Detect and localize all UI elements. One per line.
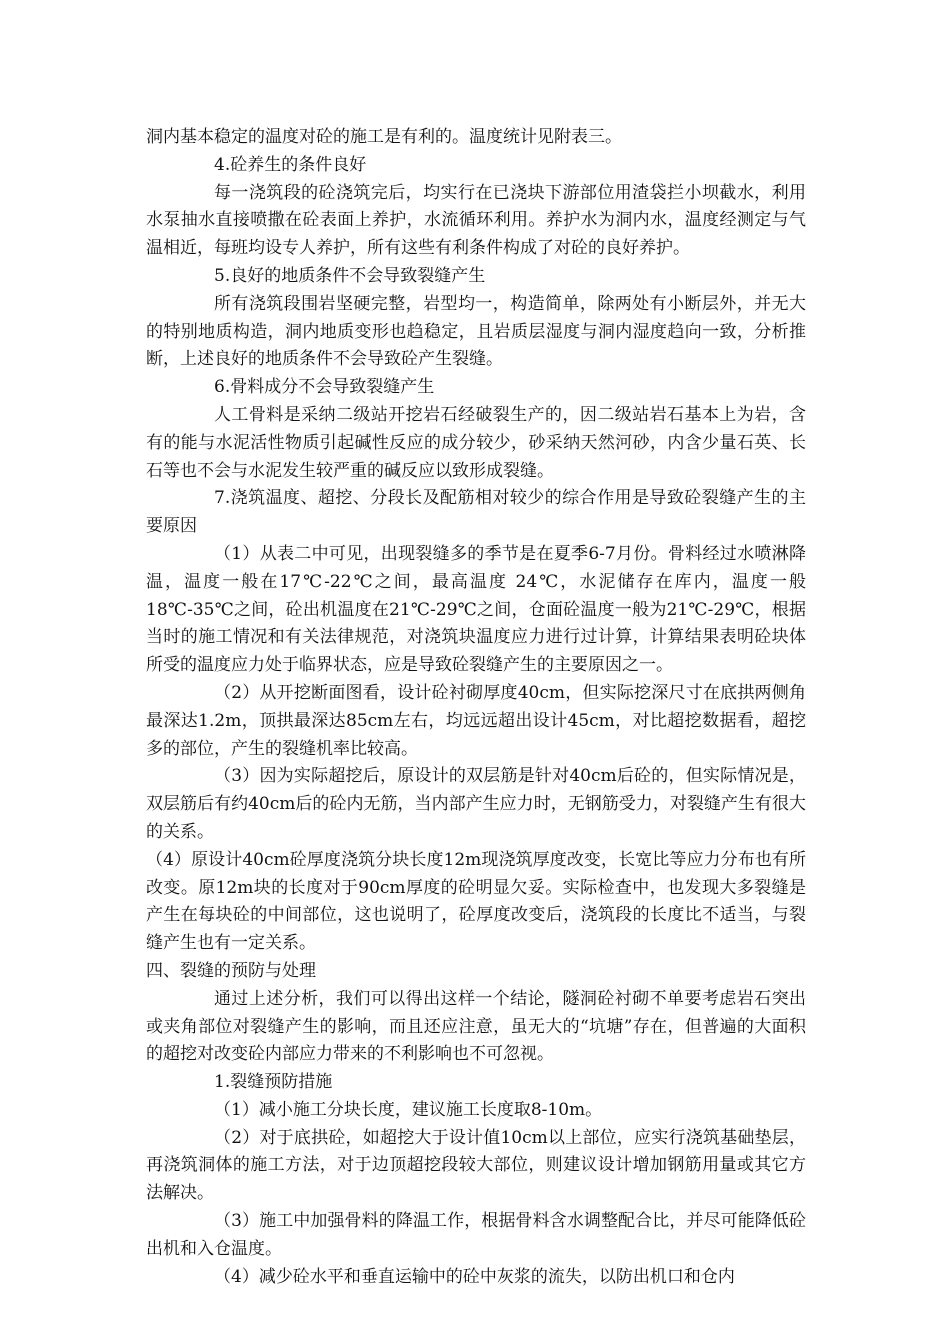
paragraph-measure-3: （3）施工中加强骨料的降温工作，根据骨料含水调整配合比，并尽可能降低砼出机和入仓温度。 xyxy=(146,1211,806,1259)
paragraph-measure-4: （4）减少砼水平和垂直运输中的砼中灰浆的流失，以防出机口和仓内 xyxy=(214,1266,735,1287)
paragraph-curing: 每一浇筑段的砼浇筑完后，均实行在已浇块下游部位用渣袋拦小坝截水，利用水泵抽水直接喷撒在砼表面上养护，水流循环利用。养护水为洞内水，温度经测定与气温相近，每班均设专人养护，所有这些有利条件构成了对砼的良好养护。 xyxy=(146,182,806,259)
paragraph-cause-3: （3）因为实际超挖后，原设计的双层筋是针对40cm后砼的，但实际情况是，双层筋后有约40cm后的砼内无筋，当内部产生应力时，无钢筋受力，对裂缝产生有很大的关系。 xyxy=(146,766,806,842)
heading-5: 5.良好的地质条件不会导致裂缝产生 xyxy=(214,265,486,286)
paragraph-measure-2: （2）对于底拱砼，如超挖大于设计值10cm以上部位，应实行浇筑基础垫层，再浇筑洞体的施工方法，对于边顶超挖段较大部位，则建议设计增加钢筋用量或其它方法解决。 xyxy=(146,1127,806,1204)
paragraph-conclusion: 通过上述分析，我们可以得出这样一个结论，隧洞砼衬砌不单要考虑岩石突出或夹角部位对裂缝产生的影响，而且还应注意，虽无大的“坑塘”存在，但普遍的大面积的超挖对改变砼内部应力带来的不利影响也不可忽视。 xyxy=(146,988,806,1065)
paragraph-geology: 所有浇筑段围岩坚硬完整，岩型均一，构造简单，除两处有小断层外，并无大的特别地质构造，洞内地质变形也趋稳定，且岩质层湿度与洞内湿度趋向一致，分析推断，上述良好的地质条件不会导致砼产生裂缝。 xyxy=(146,293,806,370)
document-page xyxy=(146,124,806,1291)
heading-4: 4.砼养生的条件良好 xyxy=(214,154,367,175)
paragraph-cause-4: （4）原设计40cm砼厚度浇筑分块长度12m现浇筑厚度改变，长宽比等应力分布也有所改变。原12m块的长度对于90cm厚度的砼明显欠妥。实际检查中，也发现大多裂缝是产生在每块砼的中间部位，这也说明了，砼厚度改变后，浇筑段的长度比不适当，与裂缝产生也有一定关系。 xyxy=(146,849,806,954)
paragraph-aggregate: 人工骨料是采纳二级站开挖岩石经破裂生产的，因二级站岩石基本上为岩，含有的能与水泥活性物质引起碱性反应的成分较少，砂采纳天然河砂，内含少量石英、长石等也不会与水泥发生较严重的碱反应以致形成裂缝。 xyxy=(146,404,806,481)
section-heading-4: 四、裂缝的预防与处理 xyxy=(146,960,316,981)
heading-prevention: 1.裂缝预防措施 xyxy=(214,1072,333,1093)
paragraph-cause-1: （1）从表二中可见，出现裂缝多的季节是在夏季6-7月份。骨料经过水喷淋降温，温度一般在17℃-22℃之间，最高温度 24℃，水泥储存在库内，温度一般18℃-35℃之间，砼出机温度在21℃-29℃之间，仓面砼温度一般为21℃-29℃，根据当时的施工情况和有关法律规范，对浇筑块温度应力进行过计算，计算结果表明砼块体所受的温度应力处于临界状态，应是导致砼裂缝产生的主要原因之一。 xyxy=(146,543,806,676)
paragraph-cause-2: （2）从开挖断面图看，设计砼衬砌厚度40cm，但实际挖深尺寸在底拱两侧角最深达1.2m，顶拱最深达85cm左右，均远远超出设计45cm，对比超挖数据看，超挖多的部位，产生的裂缝机率比较高。 xyxy=(146,682,806,759)
paragraph-measure-1: （1）减小施工分块长度，建议施工长度取8-10m。 xyxy=(214,1099,603,1120)
paragraph-1: 洞内基本稳定的温度对砼的施工是有利的。温度统计见附表三。 xyxy=(146,127,622,147)
heading-6: 6.骨料成分不会导致裂缝产生 xyxy=(214,377,435,398)
heading-7: 7.浇筑温度、超挖、分段长及配筋相对较少的综合作用是导致砼裂缝产生的主要原因 xyxy=(146,488,806,537)
